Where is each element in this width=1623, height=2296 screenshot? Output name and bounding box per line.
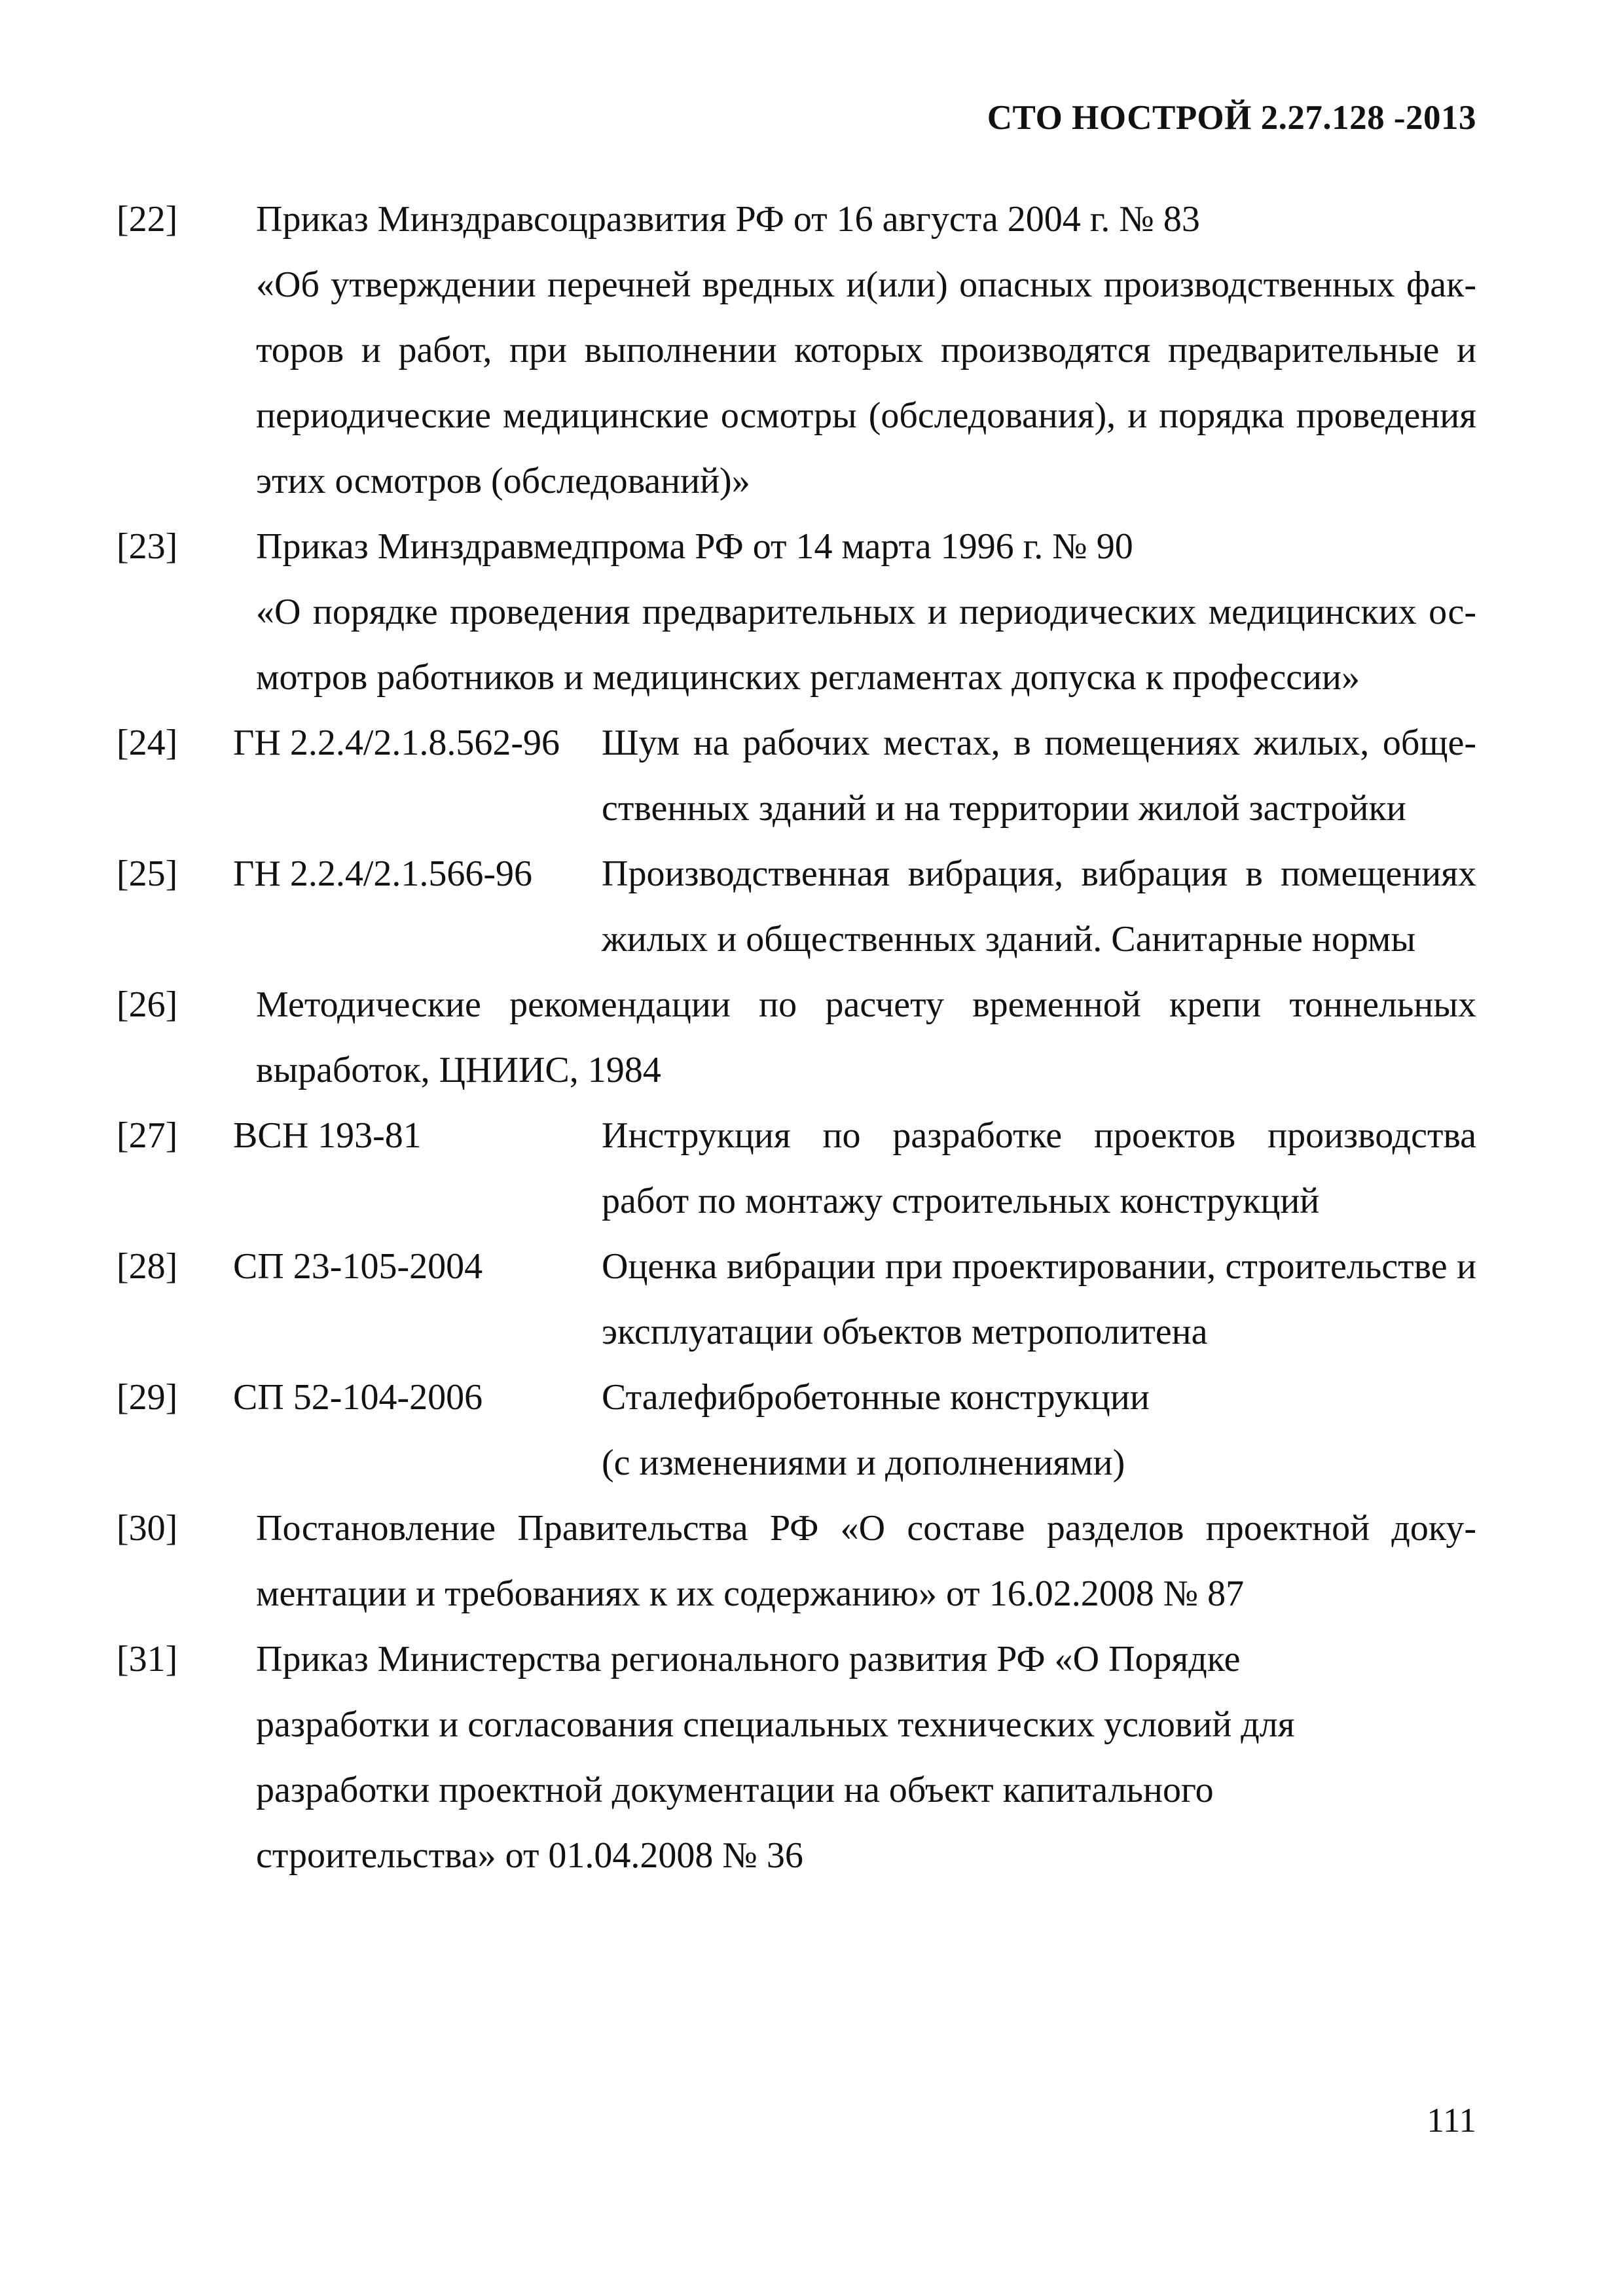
document-header-title: СТО НОСТРОЙ 2.27.128 -2013: [987, 99, 1476, 137]
reference-text: [256, 1626, 1476, 1888]
reference-entry-27: [117, 1103, 1476, 1234]
references-list: [117, 187, 1476, 1888]
reference-number: [31]: [117, 1639, 178, 1679]
reference-line: (с изменениями и дополнениями): [602, 1443, 1125, 1483]
reference-entry-28: [117, 1234, 1476, 1365]
reference-entry-25: [117, 841, 1476, 972]
reference-line: мотров работников и медицинских регламентах допуска к профессии»: [256, 657, 1360, 698]
reference-number: [28]: [117, 1246, 178, 1287]
reference-line: строительства» от 01.04.2008 № 36: [256, 1835, 803, 1876]
reference-text: [602, 1365, 1476, 1496]
reference-number: [30]: [117, 1508, 178, 1549]
reference-line: периодические медицинские осмотры (обследования), и порядка проведения: [256, 395, 1476, 436]
reference-entry-26: [117, 972, 1476, 1103]
reference-line: Методические рекомендации по расчету временной крепи тоннельных: [256, 984, 1476, 1025]
reference-line: ментации и требованиях к их содержанию» от 16.02.2008 № 87: [256, 1573, 1245, 1614]
reference-text: [602, 1103, 1476, 1234]
reference-line: торов и работ, при выполнении которых производятся предварительные и: [256, 330, 1476, 370]
reference-line: «О порядке проведения предварительных и периодических медицинских ос-: [256, 592, 1476, 632]
reference-line: Производственная вибрация, вибрация в помещениях: [602, 853, 1476, 894]
reference-entry-31: [117, 1626, 1476, 1888]
reference-text: [602, 841, 1476, 972]
reference-code: СП 23-105-2004: [233, 1246, 483, 1287]
reference-number: [29]: [117, 1377, 178, 1418]
reference-number: [25]: [117, 853, 178, 894]
reference-line: Приказ Минздравмедпрома РФ от 14 марта 1996 г. № 90: [256, 526, 1133, 567]
reference-number: [23]: [117, 526, 178, 567]
reference-line: Постановление Правительства РФ «О составе разделов проектной доку-: [256, 1508, 1476, 1549]
reference-line: ственных зданий и на территории жилой застройки: [602, 788, 1406, 829]
reference-text: [602, 710, 1476, 841]
page-number: 111: [1427, 2102, 1476, 2140]
reference-line: разработки и согласования специальных технических условий для: [256, 1704, 1295, 1745]
reference-line: Оценка вибрации при проектировании, строительстве и: [602, 1246, 1476, 1287]
reference-line: Приказ Министерства регионального развития РФ «О Порядке: [256, 1639, 1241, 1679]
reference-line: Сталефибробетонные конструкции: [602, 1377, 1150, 1418]
reference-line: «Об утверждении перечней вредных и(или) опасных производственных фак-: [256, 264, 1476, 305]
reference-line: Шум на рабочих местах, в помещениях жилых, обще-: [602, 723, 1476, 763]
reference-line: работ по монтажу строительных конструкций: [602, 1181, 1320, 1221]
reference-code: ГН 2.2.4/2.1.8.562-96: [233, 723, 560, 763]
reference-text: [256, 187, 1476, 514]
reference-text: [256, 1496, 1476, 1626]
reference-line: выработок, ЦНИИС, 1984: [256, 1050, 661, 1090]
reference-number: [24]: [117, 723, 178, 763]
reference-number: [22]: [117, 199, 178, 240]
reference-code: ВСН 193-81: [233, 1115, 422, 1156]
reference-text: [256, 972, 1476, 1103]
reference-line: Инструкция по разработке проектов производства: [602, 1115, 1476, 1156]
reference-number: [27]: [117, 1115, 178, 1156]
reference-code: ГН 2.2.4/2.1.566-96: [233, 853, 533, 894]
reference-entry-24: [117, 710, 1476, 841]
reference-entry-29: [117, 1365, 1476, 1496]
reference-text: [256, 514, 1476, 710]
reference-entry-23: [117, 514, 1476, 710]
reference-number: [26]: [117, 984, 178, 1025]
reference-line: этих осмотров (обследований)»: [256, 461, 750, 501]
reference-line: эксплуатации объектов метрополитена: [602, 1312, 1208, 1352]
reference-text: [602, 1234, 1476, 1365]
reference-code: СП 52-104-2006: [233, 1377, 483, 1418]
reference-entry-22: [117, 187, 1476, 514]
reference-entry-30: [117, 1496, 1476, 1626]
reference-line: жилых и общественных зданий. Санитарные нормы: [602, 919, 1416, 960]
reference-line: разработки проектной документации на объект капитального: [256, 1770, 1214, 1810]
reference-line: Приказ Минздравсоцразвития РФ от 16 августа 2004 г. № 83: [256, 199, 1200, 240]
